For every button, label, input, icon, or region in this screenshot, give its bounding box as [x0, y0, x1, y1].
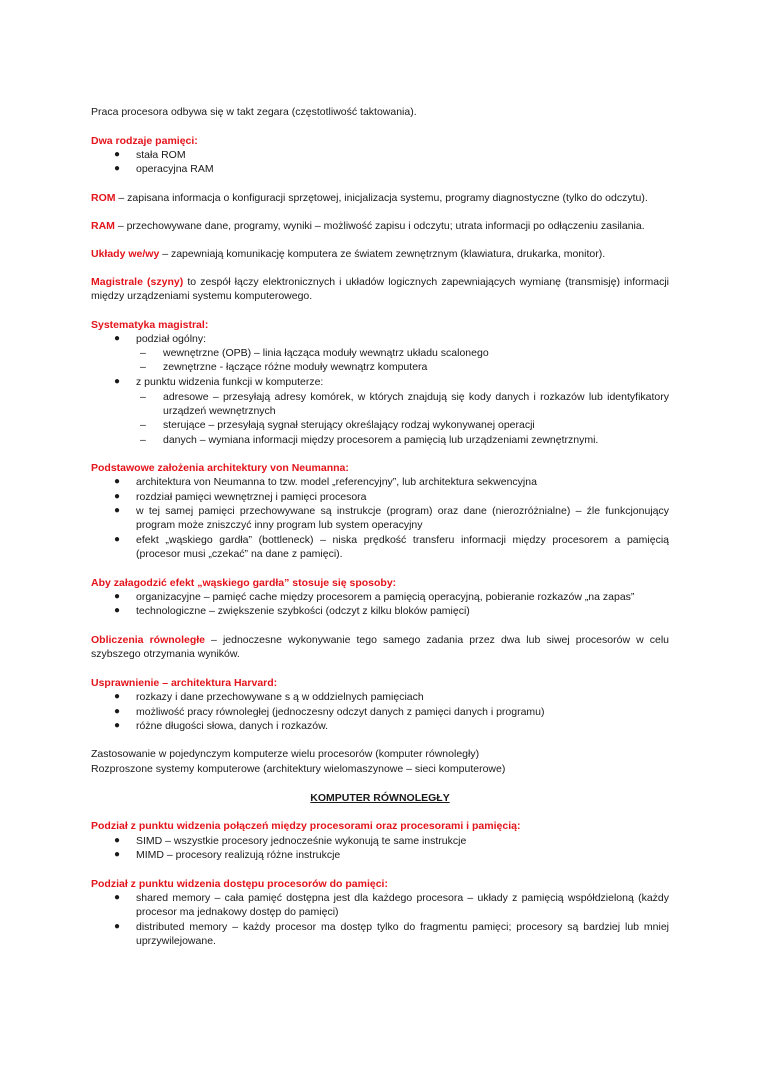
- intro-text: Praca procesora odbywa się w takt zegara (częstotliwość taktowania).: [91, 106, 417, 118]
- dash-icon: –: [140, 434, 146, 446]
- bus-systematics-heading: Systematyka magistral:: [91, 319, 209, 331]
- access-item: shared memory – cała pamięć dostępna jest dla każdego procesora – układy z pamięcią współdzieloną (każdy procesor ma jednakowy dostęp do pamięci): [136, 892, 669, 918]
- bullet-icon: ●: [114, 591, 121, 602]
- harvard-item: możliwość pracy równoległej (jednoczesny odczyt danych z pamięci danych i programu): [136, 706, 545, 718]
- bottleneck-heading: Aby załagodzić efekt „wąskiego gardła” stosuje się sposoby:: [91, 577, 397, 589]
- parallel-paragraph: [91, 633, 669, 661]
- connection-item: MIMD – procesory realizują różne instrukcje: [136, 849, 341, 861]
- bullet-icon: ●: [114, 706, 121, 717]
- access-heading: Podział z punktu widzenia dostępu procesorów do pamięci:: [91, 878, 388, 890]
- neumann-heading: Podstawowe założenia architektury von Neumanna:: [91, 462, 349, 474]
- bullet-icon: ●: [114, 163, 121, 174]
- dash-icon: –: [140, 347, 146, 359]
- bus-function-subitem: sterujące – przesyłają sygnał sterujący określający rodzaj wykonywanej operacji: [163, 419, 535, 431]
- bullet-icon: ●: [114, 149, 121, 160]
- bus-general-item: podział ogólny:: [136, 333, 207, 345]
- bus-paragraph: [91, 275, 669, 303]
- bullet-icon: ●: [114, 376, 121, 387]
- io-paragraph: [91, 247, 605, 261]
- bus-function-item: z punktu widzenia funkcji w komputerze:: [136, 376, 324, 388]
- connection-item: SIMD – wszystkie procesory jednocześnie wykonują te same instrukcje: [136, 835, 467, 847]
- rom-paragraph: [91, 191, 648, 205]
- io-text: – zapewniają komunikację komputera ze światem zewnętrznym (klawiatura, drukarka, monitor).: [159, 248, 606, 260]
- bullet-icon: ●: [114, 892, 121, 903]
- bus-function-subitem: adresowe – przesyłają adresy komórek, w których znajdują się kody danych i rozkazów lub identyfikatory urządzeń wewnętrznych: [163, 391, 669, 417]
- connection-heading: Podział z punktu widzenia połączeń między procesorami oraz procesorami i pamięcią:: [91, 820, 521, 832]
- parallel-term: Obliczenia równoległe: [91, 634, 205, 646]
- bullet-icon: ●: [114, 849, 121, 860]
- rom-text: – zapisana informacja o konfiguracji sprzętowej, inicjalizacja systemu, programy diagnostyczne (tylko do odczytu).: [115, 192, 648, 204]
- bus-term: Magistrale (szyny): [91, 276, 184, 288]
- dash-icon: –: [140, 391, 146, 403]
- bullet-icon: ●: [114, 921, 121, 932]
- ram-paragraph: [91, 219, 645, 233]
- harvard-item: rozkazy i dane przechowywane s ą w oddzielnych pamięciach: [136, 691, 424, 703]
- bullet-icon: ●: [114, 476, 121, 487]
- neumann-item: efekt „wąskiego gardła” (bottleneck) – niska prędkość transferu informacji między procesorem a pamięcią (procesor musi „czekać” na dane z pamięci).: [136, 534, 669, 560]
- section-title: KOMPUTER RÓWNOLEGŁY: [310, 792, 450, 804]
- neumann-item: rozdział pamięci wewnętrznej i pamięci procesora: [136, 491, 367, 503]
- bus-function-subitem: danych – wymiana informacji między procesorem a pamięcią lub urządzeniami zewnętrznymi.: [163, 434, 599, 446]
- access-item: distributed memory – każdy procesor ma dostęp tylko do fragmentu pamięci; procesory są bardziej lub mniej uprzywilejowane.: [136, 921, 669, 947]
- bullet-icon: ●: [114, 835, 121, 846]
- bottleneck-item: technologiczne – zwiększenie szybkości (odczyt z kilku bloków pamięci): [136, 605, 470, 617]
- parallel-text: – jednoczesne wykonywanie tego samego zadania przez dwa lub siwej procesorów w celu szybszego otrzymania wyników.: [91, 634, 669, 660]
- bus-general-subitem: wewnętrzne (OPB) – linia łącząca moduły wewnątrz układu scalonego: [163, 347, 489, 359]
- bullet-icon: ●: [114, 720, 121, 731]
- memory-heading: Dwa rodzaje pamięci:: [91, 135, 198, 147]
- bus-text: to zespół łączy elektronicznych i układów logicznych zapewniających wymianę (transmisję) informacji między urządzeniami systemu komputerowego.: [91, 276, 669, 302]
- usage-line: Zastosowanie w pojedynczym komputerze wielu procesorów (komputer równoległy): [91, 748, 480, 760]
- dash-icon: –: [140, 361, 146, 373]
- memory-item: operacyjna RAM: [136, 163, 214, 175]
- bus-general-subitem: zewnętrzne - łączące różne moduły wewnątrz komputera: [163, 361, 428, 373]
- dash-icon: –: [140, 419, 146, 431]
- usage-line: Rozproszone systemy komputerowe (architektury wielomaszynowe – sieci komputerowe): [91, 763, 506, 775]
- bullet-icon: ●: [114, 534, 121, 545]
- bullet-icon: ●: [114, 491, 121, 502]
- io-term: Układy we/wy: [91, 248, 160, 260]
- bullet-icon: ●: [114, 333, 121, 344]
- neumann-item: w tej samej pamięci przechowywane są instrukcje (program) oraz dane (nierozróżnialne) – źle funkcjonujący program może zniszczyć inny program lub system operacyjny: [136, 505, 669, 531]
- bullet-icon: ●: [114, 691, 121, 702]
- memory-item: stała ROM: [136, 149, 186, 161]
- harvard-item: różne długości słowa, danych i rozkazów.: [136, 720, 329, 732]
- rom-term: ROM: [91, 192, 116, 204]
- bullet-icon: ●: [114, 505, 121, 516]
- ram-term: RAM: [91, 220, 115, 232]
- ram-text: – przechowywane dane, programy, wyniki – możliwość zapisu i odczytu; utrata informacji po odłączeniu zasilania.: [114, 220, 645, 232]
- neumann-item: architektura von Neumanna to tzw. model „referencyjny”, lub architektura sekwencyjna: [136, 476, 537, 488]
- bottleneck-item: organizacyjne – pamięć cache między procesorem a pamięcią operacyjną, pobieranie rozkazów „na zapas”: [136, 591, 635, 603]
- bullet-icon: ●: [114, 605, 121, 616]
- harvard-heading: Usprawnienie – architektura Harvard:: [91, 677, 278, 689]
